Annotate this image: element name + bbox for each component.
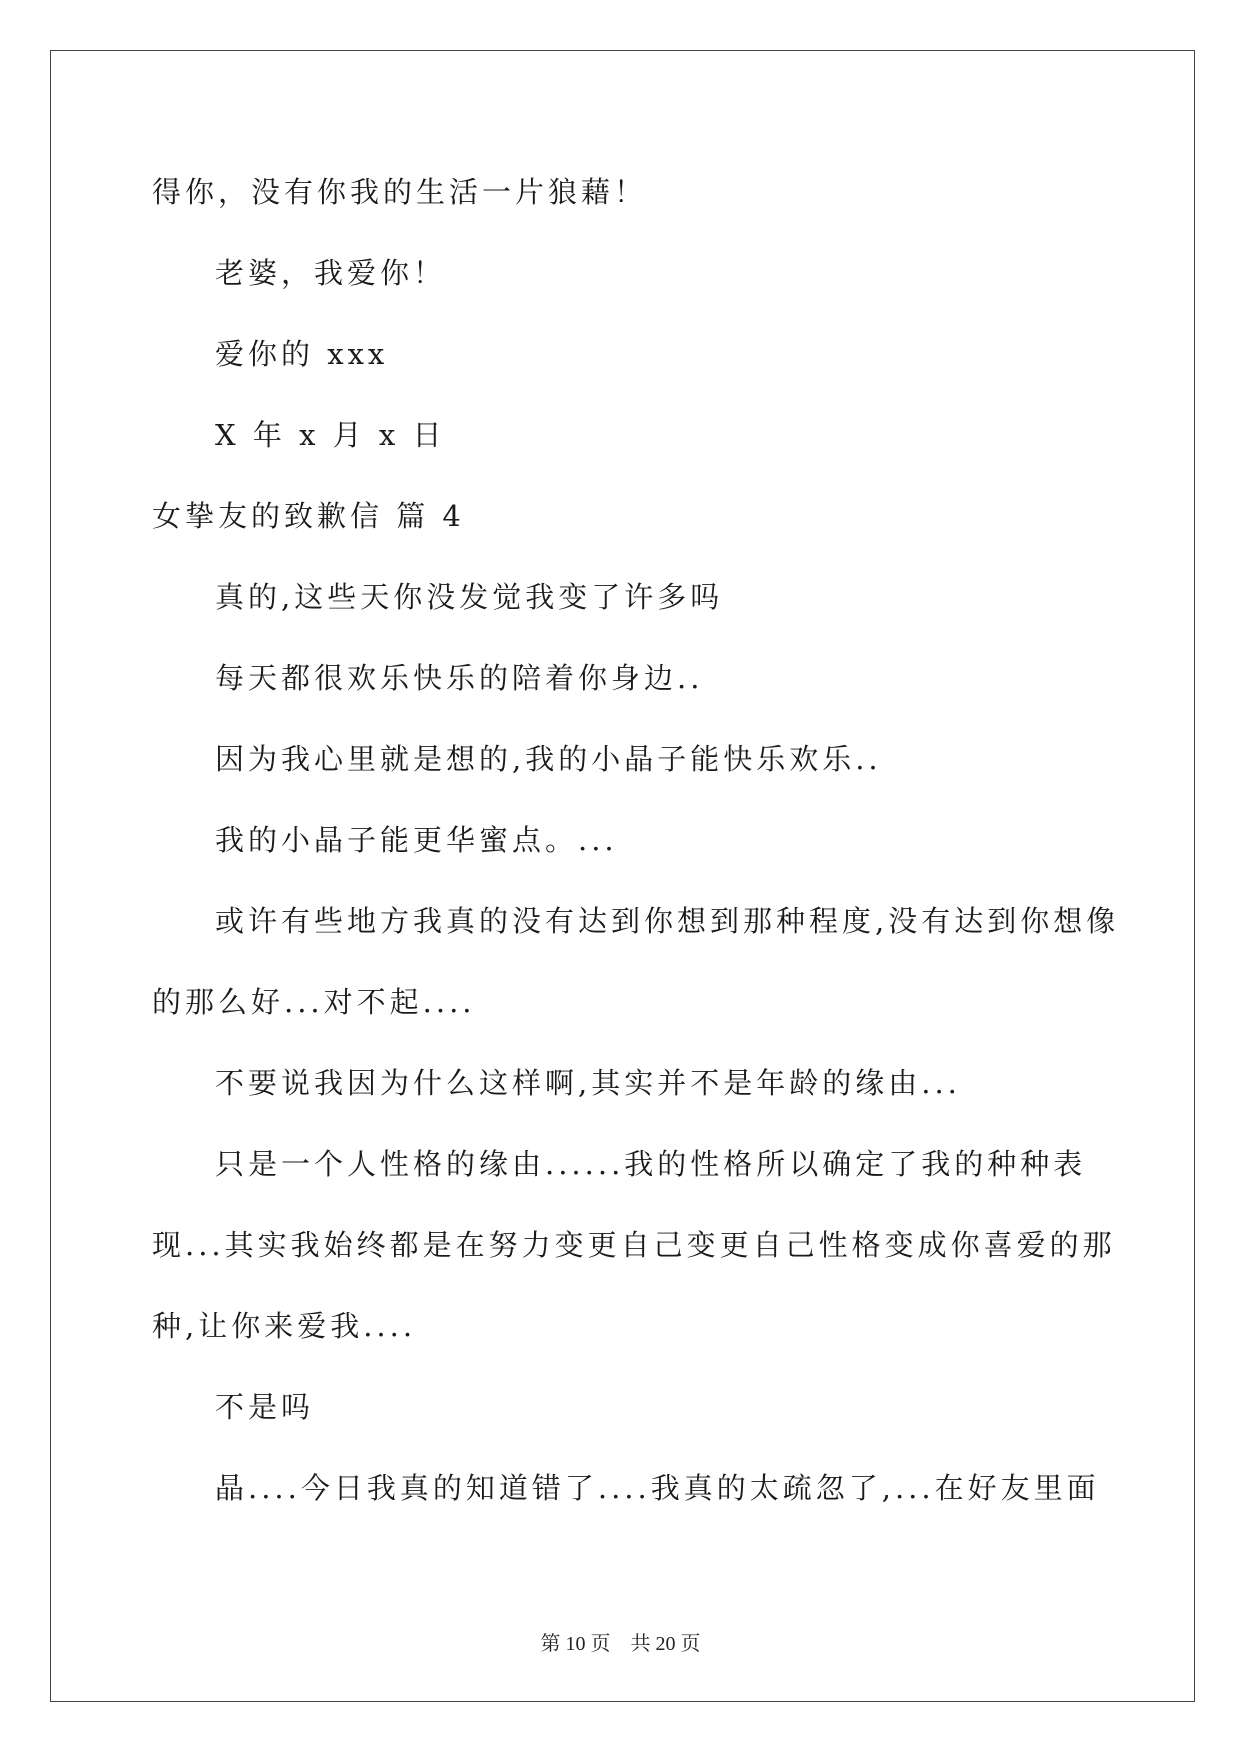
page-number: 第 10 页 共 20 页	[540, 1633, 701, 1655]
section-heading: 女挚友的致歉信 篇 4	[152, 499, 465, 533]
text-line: 现...其实我始终都是在努力变更自己变更自己性格变成你喜爱的那	[152, 1228, 1116, 1262]
text-line: 的那么好...对不起....	[152, 985, 476, 1019]
text-line: 得你，没有你我的生活一片狼藉！	[152, 175, 648, 209]
page-border	[50, 50, 1195, 1702]
text-line: 真的,这些天你没发觉我变了许多吗	[215, 580, 724, 614]
text-line: 每天都很欢乐快乐的陪着你身边..	[215, 661, 704, 695]
text-line: 不是吗	[215, 1390, 315, 1424]
text-line: 我的小晶子能更华蜜点。...	[215, 823, 618, 857]
text-line: 种,让你来爱我....	[152, 1309, 417, 1343]
text-line: 晶....今日我真的知道错了....我真的太疏忽了,...在好友里面	[215, 1471, 1100, 1505]
text-line: 因为我心里就是想的,我的小晶子能快乐欢乐..	[215, 742, 882, 776]
text-line: 爱你的 xxx	[215, 337, 389, 371]
text-line: 不要说我因为什么这样啊,其实并不是年龄的缘由...	[215, 1066, 961, 1100]
text-line: 只是一个人性格的缘由......我的性格所以确定了我的种种表	[215, 1147, 1087, 1181]
text-line: X 年 x 月 x 日	[215, 418, 446, 452]
text-line: 老婆，我爱你！	[215, 256, 447, 290]
text-line: 或许有些地方我真的没有达到你想到那种程度,没有达到你想像	[215, 904, 1120, 938]
